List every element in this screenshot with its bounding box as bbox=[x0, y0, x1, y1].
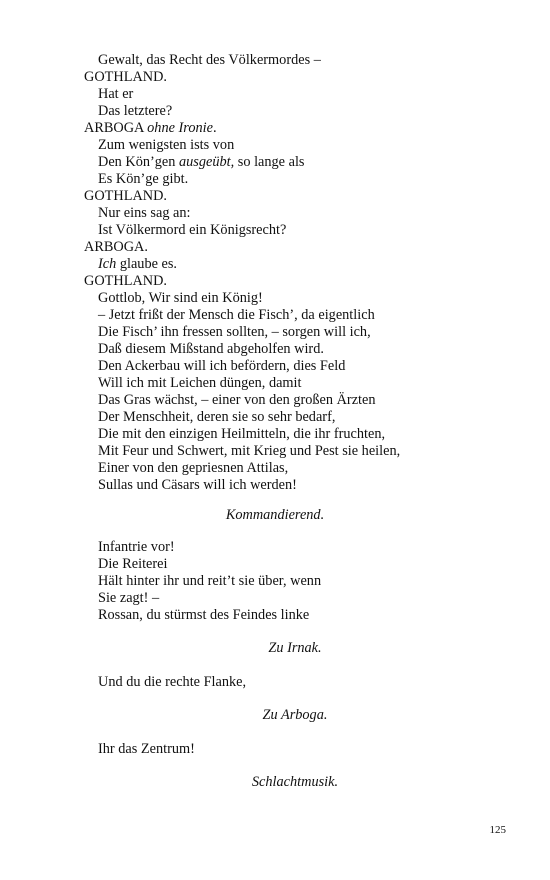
verse-line: Der Menschheit, deren sie so sehr bedarf, bbox=[98, 409, 336, 425]
verse-line: Rossan, du stürmst des Feindes linke bbox=[98, 607, 310, 623]
verse-line: Hat er bbox=[98, 86, 134, 102]
verse-line: Die mit den einzigen Heilmitteln, die ihr fruchten, bbox=[98, 426, 386, 442]
verse-line: Einer von den gepriesnen Attilas, bbox=[98, 460, 289, 476]
verse-line: Ich glaube es. bbox=[98, 256, 178, 272]
verse-line: Den Ackerbau will ich befördern, dies Feld bbox=[98, 358, 346, 374]
verse-line: Den Kön’gen ausgeübt, so lange als bbox=[98, 154, 305, 170]
verse-line: Zum wenigsten ists von bbox=[98, 137, 235, 153]
emphasis: Ich bbox=[98, 256, 117, 272]
verse-line: Es Kön’ge gibt. bbox=[98, 171, 189, 187]
verse-line: Infantrie vor! bbox=[98, 539, 175, 555]
verse-line: – Jetzt frißt der Mensch die Fisch’, da eigentlich bbox=[98, 307, 375, 323]
verse-line: Ist Völkermord ein Königsrecht? bbox=[98, 222, 287, 238]
verse-line: Die Fisch’ ihn fressen sollten, – sorgen will ich, bbox=[98, 324, 371, 340]
speaker-name: GOTHLAND. bbox=[84, 69, 167, 85]
verse-line: Und du die rechte Flanke, bbox=[98, 674, 247, 690]
verse-line: Hält hinter ihr und reit’t sie über, wenn bbox=[98, 573, 322, 589]
verse-line: Ihr das Zentrum! bbox=[98, 741, 195, 757]
verse-line: Gewalt, das Recht des Völkermordes – bbox=[98, 52, 321, 68]
verse-line: Daß diesem Mißstand abgeholfen wird. bbox=[98, 341, 324, 357]
verse-line: Das Gras wächst, – einer von den großen Ärzten bbox=[98, 392, 376, 408]
verse-line: Gottlob, Wir sind ein König! bbox=[98, 290, 263, 306]
speaker-name: ARBOGA ohne Ironie. bbox=[84, 120, 217, 136]
verse-line: Sie zagt! – bbox=[98, 590, 160, 606]
verse-line: Will ich mit Leichen düngen, damit bbox=[98, 375, 302, 391]
verse-line: Die Reiterei bbox=[98, 556, 168, 572]
stage-direction: Kommandierend. bbox=[225, 507, 325, 523]
verse-line: Nur eins sag an: bbox=[98, 205, 191, 221]
page-number: 125 bbox=[489, 824, 506, 836]
emphasis: ausgeübt, bbox=[179, 154, 235, 170]
stage-direction: Zu Irnak. bbox=[268, 640, 322, 656]
stage-direction-inline: ohne Ironie bbox=[147, 120, 213, 136]
verse-line: Sullas und Cäsars will ich werden! bbox=[98, 477, 297, 493]
speaker-name: GOTHLAND. bbox=[84, 273, 167, 289]
stage-direction: Zu Arboga. bbox=[262, 707, 328, 723]
verse-line: Das letztere? bbox=[98, 103, 173, 119]
stage-direction: Schlachtmusik. bbox=[251, 774, 339, 790]
speaker-name: GOTHLAND. bbox=[84, 188, 167, 204]
speaker-name: ARBOGA. bbox=[84, 239, 148, 255]
verse-line: Mit Feur und Schwert, mit Krieg und Pest sie heilen, bbox=[98, 443, 401, 459]
